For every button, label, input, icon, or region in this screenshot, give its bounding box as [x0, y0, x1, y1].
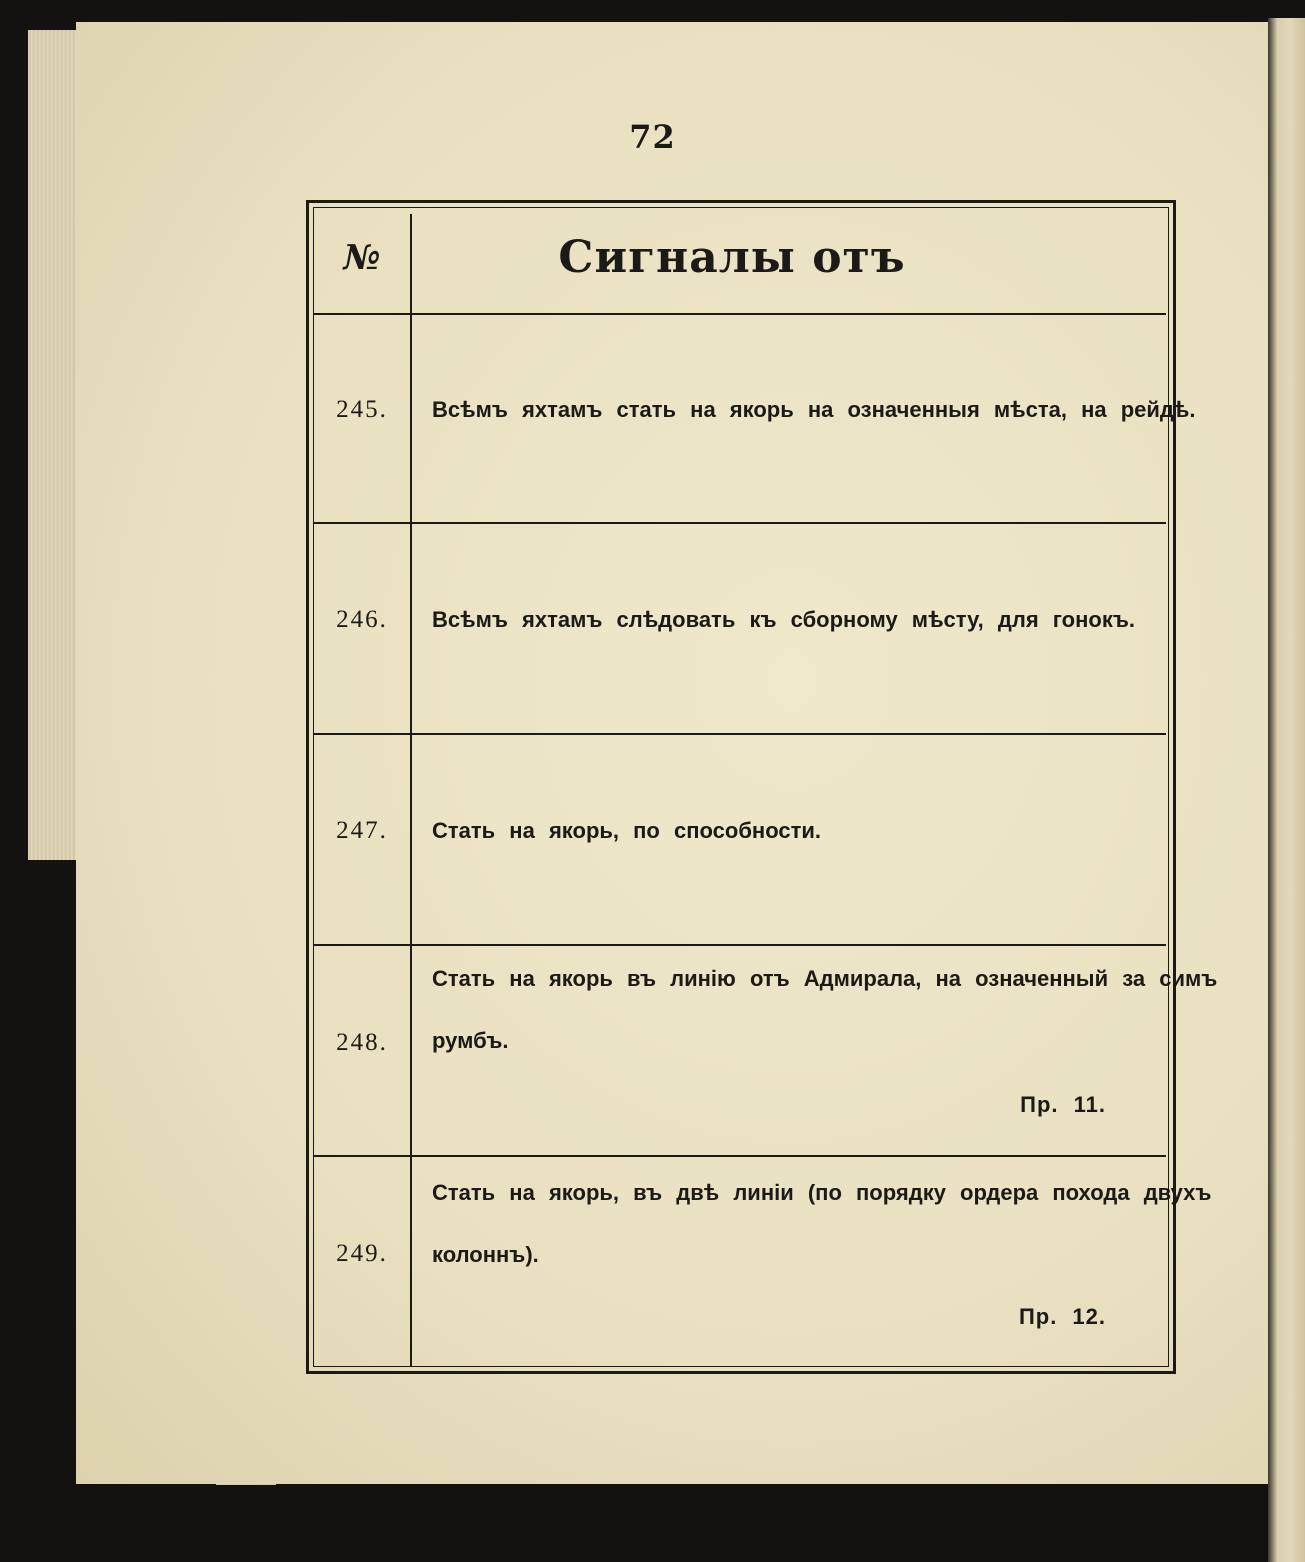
row-text-line-1: Стать на якорь, въ двѣ линіи (по порядку ордера похода двухъ — [432, 1180, 1212, 1205]
row-number: 246. — [336, 606, 388, 633]
row-reference: Пр. 11. — [1020, 1092, 1106, 1117]
row-text-line-2: колоннъ). — [432, 1242, 539, 1267]
header-number-label: № — [343, 238, 381, 278]
row-text: Всѣмъ яхтамъ слѣдовать къ сборному мѣсту, для гонокъ. — [432, 607, 1135, 632]
row-rule — [313, 733, 1166, 735]
row-text: Стать на якорь, по способности. — [432, 818, 821, 843]
column-divider — [410, 214, 412, 1366]
row-number: 245. — [336, 396, 388, 423]
row-rule — [313, 522, 1166, 524]
row-reference: Пр. 12. — [1018, 1304, 1106, 1329]
facing-page-edge — [1268, 18, 1305, 1562]
row-number: 247. — [336, 817, 388, 844]
row-text: Всѣмъ яхтамъ стать на якорь на означенныя мѣста, на рейдѣ. — [432, 397, 1196, 422]
header-rule — [313, 313, 1166, 315]
row-rule — [313, 1155, 1166, 1157]
row-text-line-2: румбъ. — [432, 1028, 509, 1053]
row-number: 248. — [336, 1029, 388, 1056]
page-number: 72 — [629, 118, 676, 156]
row-rule — [313, 944, 1166, 946]
row-number: 249. — [336, 1240, 388, 1267]
header-title: Сигналы отъ — [558, 232, 906, 283]
row-text-line-1: Стать на якорь въ линію отъ Адмирала, на означенный за симъ — [432, 966, 1218, 991]
